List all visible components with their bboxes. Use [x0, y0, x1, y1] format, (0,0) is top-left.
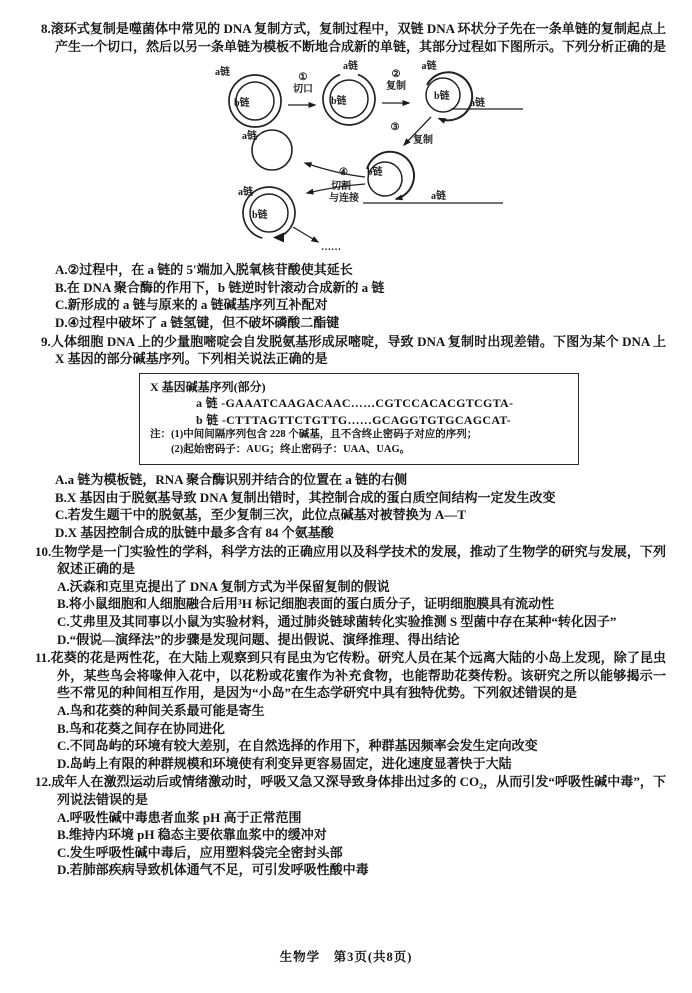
strand-b-label: b链: [367, 167, 383, 179]
strand-a-label: a链: [470, 98, 485, 110]
question-8-stem: 8.滚环式复制是噬菌体中常见的 DNA 复制方式，复制过程中，双链 DNA 环状分子先在一条单链的复制起点上产生一个切口，然后以另一条单链为模板不断地合成新的单链，其部分过程如下图所示。下列分析正确的是: [41, 21, 667, 54]
question-10-option-d: D.“假说—演绎法”的步骤是发现问题、提出假说、演绎推理、得出结论: [57, 631, 460, 647]
strand-a-label: a链: [242, 131, 257, 143]
question-12-option-b: B.维持内环境 pH 稳态主要依靠血浆中的缓冲对: [57, 827, 327, 843]
question-9-stem: 9.人体细胞 DNA 上的少量胞嘧啶会自发脱氨基形成尿嘧啶，导致 DNA 复制时出现差错。下图为某个 DNA 上 X 基因的部分碱基序列。下列相关说法正确的是: [41, 333, 666, 367]
step3-label: 复制: [413, 135, 433, 147]
question-11-number: 11.: [35, 650, 51, 666]
question-10-option-b: B.将小鼠细胞和人细胞融合后用³H 标记细胞表面的蛋白质分子，证明细胞膜具有流动性: [57, 596, 555, 612]
step1-label: 切口: [293, 84, 313, 96]
strand-b-label: b链: [434, 91, 450, 103]
question-12: [35, 773, 666, 879]
step1-number: ①: [298, 72, 308, 84]
question-9-number: 9.: [41, 333, 51, 349]
question-12-number: 12.: [35, 774, 52, 790]
question-8: [41, 20, 666, 332]
question-11-option-a: A.鸟和花葵的种间关系最可能是寄生: [57, 702, 265, 718]
question-9-option-d: D.X 基因控制合成的肽链中最多含有 84 个氨基酸: [55, 525, 334, 541]
strand-b-label: b链: [252, 210, 268, 222]
step4-number: ④: [339, 167, 348, 179]
question-11-option-c: C.不同岛屿的环境有较大差别，在自然选择的作用下，种群基因频率会发生定向改变: [57, 738, 538, 754]
gene-box-a-strand: a 链 -GAAATCAAGACAAC……CGTCCACACGTCGTA-: [196, 396, 514, 411]
strand-b-label: b链: [234, 98, 250, 110]
question-9-option-c: C.若发生题干中的脱氨基，至少复制三次，此位点碱基对被替换为 A—T: [55, 507, 466, 523]
question-10-option-c: C.艾弗里及其同事以小鼠为实验材料，通过肺炎链球菌转化实验推测 S 型菌中存在某种“转化因子”: [57, 614, 617, 629]
step2-number: ②: [391, 69, 401, 81]
question-12-stem: 12.成年人在激烈运动后或情绪激动时，呼吸又急又深导致身体排出过多的 CO₂，从而引发“呼吸性碱中毒”，下列说法错误的是: [35, 774, 666, 807]
step2-label: 复制: [386, 81, 406, 93]
strand-a-label: a链: [343, 61, 358, 73]
gene-box-note-1: 注：(1)中间间隔序列包含 228 个碱基，且不含终止密码子对应的序列；: [150, 429, 478, 441]
strand-a-label: a链: [238, 187, 253, 199]
question-12-option-a: A.呼吸性碱中毒患者血浆 pH 高于正常范围: [57, 809, 302, 825]
strand-b-label: b链: [331, 96, 347, 108]
strand-a-label: a链: [215, 67, 230, 79]
strand-a-label: a链: [431, 191, 446, 203]
question-8-number: 8.: [41, 21, 51, 36]
strand-a-label: a链: [421, 61, 437, 73]
question-10-option-a: A.沃森和克里克提出了 DNA 复制方式为半保留复制的假说: [57, 578, 390, 594]
gene-box-note-2: (2)起始密码子：AUG；终止密码子：UAA、UAG。: [171, 443, 411, 455]
question-12-option-c: C.发生呼吸性碱中毒后，应用塑料袋完全密封头部: [57, 844, 343, 860]
question-10-stem: 10.生物学是一门实验性的学科，科学方法的正确应用以及科学技术的发展，推动了生物学的研究与发展，下列叙述正确的是: [35, 543, 666, 577]
gene-box-b-strand: b 链 -CTTTAGTTCTGTTG……GCAGGTGTGCAGCAT-: [196, 412, 511, 427]
question-8-option-d: D.④过程中破坏了 a 链氢键，但不破坏磷酸二酯键: [55, 314, 340, 330]
question-8-option-c: C.新形成的 a 链与原来的 a 链碱基序列互补配对: [55, 297, 328, 313]
question-11-option-b: B.鸟和花葵之间存在协同进化: [57, 720, 225, 736]
question-8-option-b: B.在 DNA 聚合酶的作用下，b 链逆时针滚动合成新的 a 链: [55, 279, 385, 295]
question-9: [41, 333, 666, 542]
question-8-option-a: A.②过程中，在 a 链的 5′端加入脱氧核苷酸使其延长: [55, 262, 353, 278]
gene-box-title: X 基因碱基序列(部分): [150, 379, 266, 394]
question-10: [35, 543, 666, 649]
page-footer: 生物学 第3页(共8页): [279, 950, 413, 964]
step3-number: ③: [390, 122, 400, 134]
rolling-circle-replication-diagram: [193, 59, 533, 257]
gene-sequence-box: [139, 373, 579, 466]
question-11-option-d: D.岛屿上有限的种群规模和环境使有利变异更容易固定，进化速度显著快于大陆: [57, 755, 512, 771]
question-11-stem: 11.花葵的花是两性花，在大陆上观察到只有昆虫为它传粉。研究人员在某个远离大陆的小岛上发现，除了昆虫外，某些鸟会将喙伸入花中，以花粉或花蜜作为补充食物，也能帮助花葵传粉。该研究之所以能够揭示一些不常见的种间相互作用，是因为“小岛”在生态学研究中具有独特优势。下列叙述错误的是: [35, 650, 666, 701]
question-11: [35, 649, 666, 772]
ellipsis-label: ……: [321, 242, 341, 254]
question-12-option-d: D.若肺部疾病导致机体通气不足，可引发呼吸性酸中毒: [57, 862, 369, 878]
question-10-number: 10.: [35, 543, 52, 559]
question-9-option-a: A.a 链为模板链，RNA 聚合酶识别并结合的位置在 a 链的右侧: [55, 472, 408, 488]
step4-label: 切割: [331, 181, 351, 193]
step4-label2: 与连接: [329, 193, 359, 205]
question-9-option-b: B.X 基因由于脱氨基导致 DNA 复制出错时，其控制合成的蛋白质空间结构一定发生改变: [55, 489, 556, 505]
